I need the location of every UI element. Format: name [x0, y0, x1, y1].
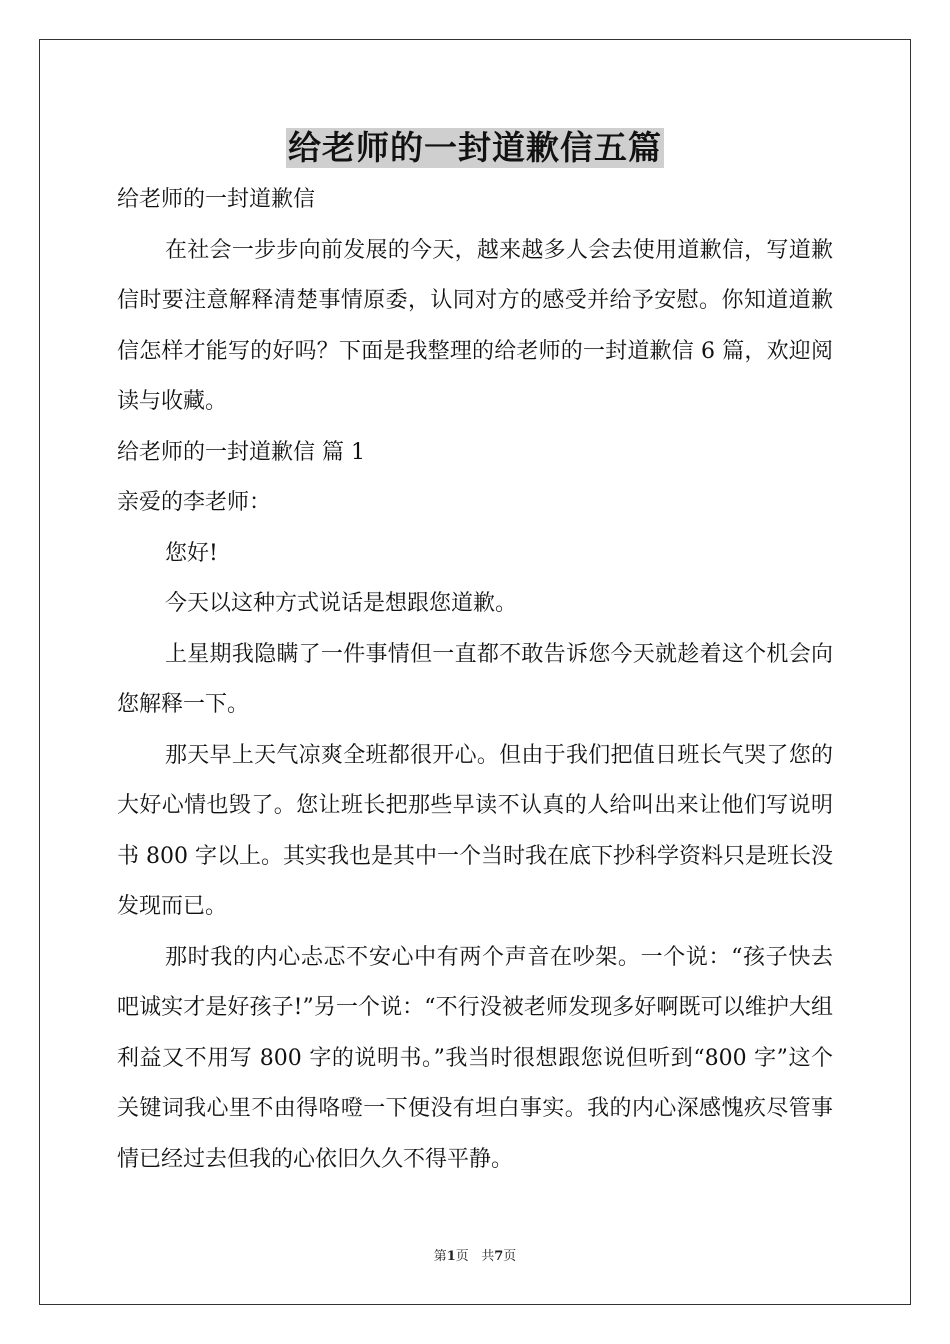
paragraph: 在社会一步步向前发展的今天，越来越多人会去使用道歉信，写道歉信时要注意解释清楚事情原委，认同对方的感受并给予安慰。你知道道歉信怎样才能写的好吗？下面是我整理的给老师的一封道歉信 6 篇，欢迎阅读与收藏。: [117, 237, 833, 414]
total-suffix: 页: [503, 1249, 517, 1264]
paragraph: 给老师的一封道歉信: [117, 187, 316, 212]
paragraph: 今天以这种方式说话是想跟您道歉。: [165, 591, 518, 616]
paragraph: 上星期我隐瞒了一件事情但一直都不敢告诉您今天就趁着这个机会向您解释一下。: [117, 641, 833, 717]
paragraph: 亲爱的李老师：: [117, 490, 272, 515]
page-suffix: 页: [455, 1249, 469, 1264]
paragraph: 您好!: [165, 540, 218, 566]
page-prefix: 第: [433, 1249, 447, 1264]
paragraph: 那天早上天气凉爽全班都很开心。但由于我们把值日班长气哭了您的大好心情也毁了。您让班长把那些早读不认真的人给叫出来让他们写说明书 800 字以上。其实我也是其中一个当时我在底下抄科学资料只是班长没发现而已。: [117, 742, 833, 919]
page-number: 1: [446, 1249, 456, 1264]
total-prefix: 共: [481, 1249, 495, 1264]
paragraph: 给老师的一封道歉信 篇 1: [117, 439, 365, 465]
paragraph: 那时我的内心忐忑不安心中有两个声音在吵架。一个说：“孩子快去吧诚实才是好孩子!”另一个说：“不行没被老师发现多好啊既可以维护大组利益又不用写 800 字的说明书。”我当时很想跟您说但听到“800 字”这个关键词我心里不由得咯噔一下便没有坦白事实。我的内心深感愧疚尽管事情已经过去但我的心依旧久久不得平静。: [117, 944, 833, 1172]
document-body: [117, 175, 833, 1185]
total-pages: 7: [494, 1249, 504, 1264]
page-footer: [0, 1245, 950, 1264]
document-title: 给老师的一封道歉信五篇: [288, 128, 662, 167]
title-container: [0, 128, 950, 168]
